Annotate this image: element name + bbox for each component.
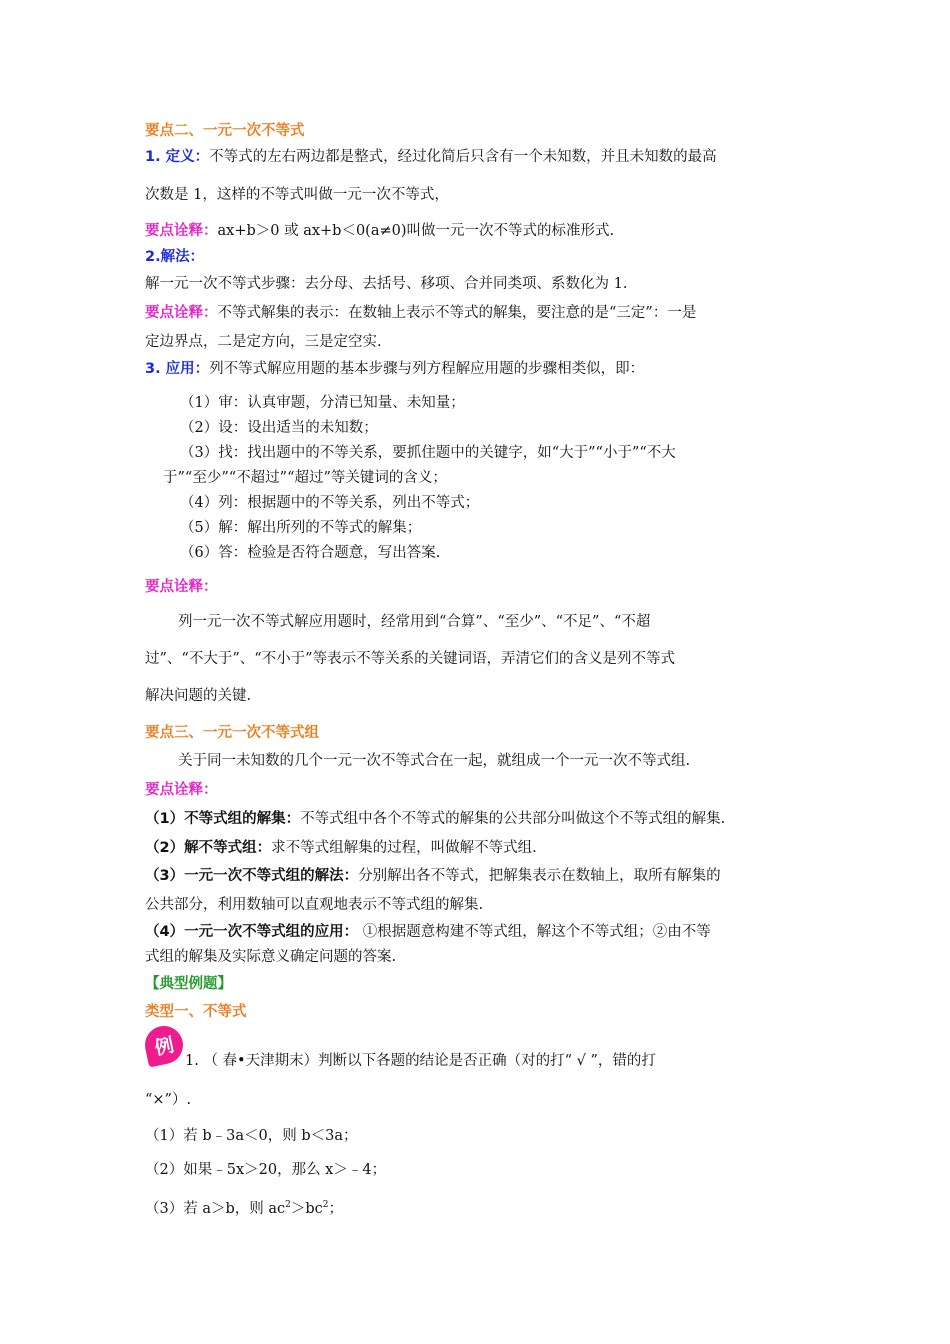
question-part: （1）若 b﹣3a＜0，则 b＜3a； [145,1128,358,1144]
step-item: （1）审：认真审题，分清已知量、未知量； [180,395,465,411]
note-item-text: 不等式组中各个不等式的解集的公共部分叫做这个不等式组的解集. [300,811,726,827]
note-paragraph: 列一元一次不等式解应用题时，经常用到“合算”、“至少”、“不足”、“不超 [178,614,651,630]
part-text: ； [328,1200,344,1217]
note-paragraph: 解决问题的关键. [145,688,252,704]
note-item-label: （2）解不等式组： [145,840,272,856]
example-badge-text: 例 [152,1033,176,1060]
note-text-2: 定边界点，二是定方向，三是定空实. [145,334,382,350]
note-label: 要点诠释： [145,579,218,595]
note-item-text: 分别解出各不等式，把解集表示在数轴上，取所有解集的 [358,868,721,884]
solve-text: 解一元一次不等式步骤：去分母、去括号、移项、合并同类项、系数化为 1. [145,276,628,292]
section-intro: 关于同一未知数的几个一元一次不等式合在一起，就组成一个一元一次不等式组. [178,753,691,769]
definition-text-2: 次数是 1，这样的不等式叫做一元一次不等式， [145,187,449,203]
note-line [145,304,696,322]
definition-label: 1. 定义： [145,149,210,165]
application-label: 3. 应用： [145,361,210,377]
example-badge-icon [141,1022,186,1067]
step-item: 于”“至少”“不超过”“超过”等关键词的含义； [163,470,447,486]
definition-text: 不等式的左右两边都是整式，经过化简后只含有一个未知数，并且未知数的最高 [209,149,717,165]
note-item-label: （1）不等式组的解集： [145,811,301,827]
superscript: 2 [285,1200,291,1210]
step-item: （5）解：解出所列的不等式的解集； [180,520,422,536]
step-item: （6）答：检验是否符合题意，写出答案. [180,545,441,561]
note-item [145,839,537,857]
note-label: 要点诠释： [145,782,218,798]
examples-heading: 【典型例题】 [145,976,232,992]
part-text: （3）若 a＞b，则 ac [145,1200,286,1217]
solve-label: 2.解法： [145,249,205,265]
superscript: 2 [322,1200,329,1210]
note-item-cont: 公共部分，利用数轴可以直观地表示不等式组的解集. [145,897,484,913]
note-item [145,810,725,828]
question-part: （2）如果﹣5x＞20，那么 x＞﹣4； [145,1162,387,1178]
definition-line [145,148,717,166]
step-item: （3）找：找出题中的不等关系，要抓住题中的关键字，如“大于”“小于”“不大 [180,445,676,461]
question-text-2: “×”）. [145,1092,192,1108]
note-item-text: 求不等式组解集的过程，叫做解不等式组. [271,840,537,856]
type-heading: 类型一、不等式 [145,1004,247,1020]
note-item-text: ①根据题意构建不等式组，解这个不等式组；②由不等 [358,924,711,940]
question-part [145,1196,343,1218]
note-item-label: （3）一元一次不等式组的解法： [145,868,359,884]
application-line [145,360,644,378]
part-text: ＞bc [290,1200,323,1217]
note-item-label: （4）一元一次不等式组的应用： [145,924,359,940]
application-text: 列不等式解应用题的基本步骤与列方程解应用题的步骤相类似，即： [209,361,645,377]
note-label: 要点诠释： [145,305,218,321]
step-item: （2）设：设出适当的未知数； [180,420,378,436]
note-item [145,867,721,885]
step-item: （4）列：根据题中的不等关系，列出不等式； [180,495,480,511]
note-item-cont: 式组的解集及实际意义确定问题的答案. [145,949,397,965]
question-text: 1. （ 春•天津期末）判断以下各题的结论是否正确（对的打“ √ ”，错的打 [185,1053,656,1069]
note-text: ax+b＞0 或 ax+b＜0(a≠0)叫做一元一次不等式的标准形式. [217,223,615,239]
note-text: 不等式解集的表示：在数轴上表示不等式的解集，要注意的是“三定”：一是 [217,305,697,321]
section-heading: 要点二、一元一次不等式 [145,123,305,139]
note-paragraph: 过”、“不大于”、“不小于”等表示不等关系的关键词语，弄清它们的含义是列不等式 [145,651,676,667]
note-label: 要点诠释： [145,223,218,239]
section-heading: 要点三、一元一次不等式组 [145,725,319,741]
note-item [145,923,711,941]
note-line [145,222,614,240]
